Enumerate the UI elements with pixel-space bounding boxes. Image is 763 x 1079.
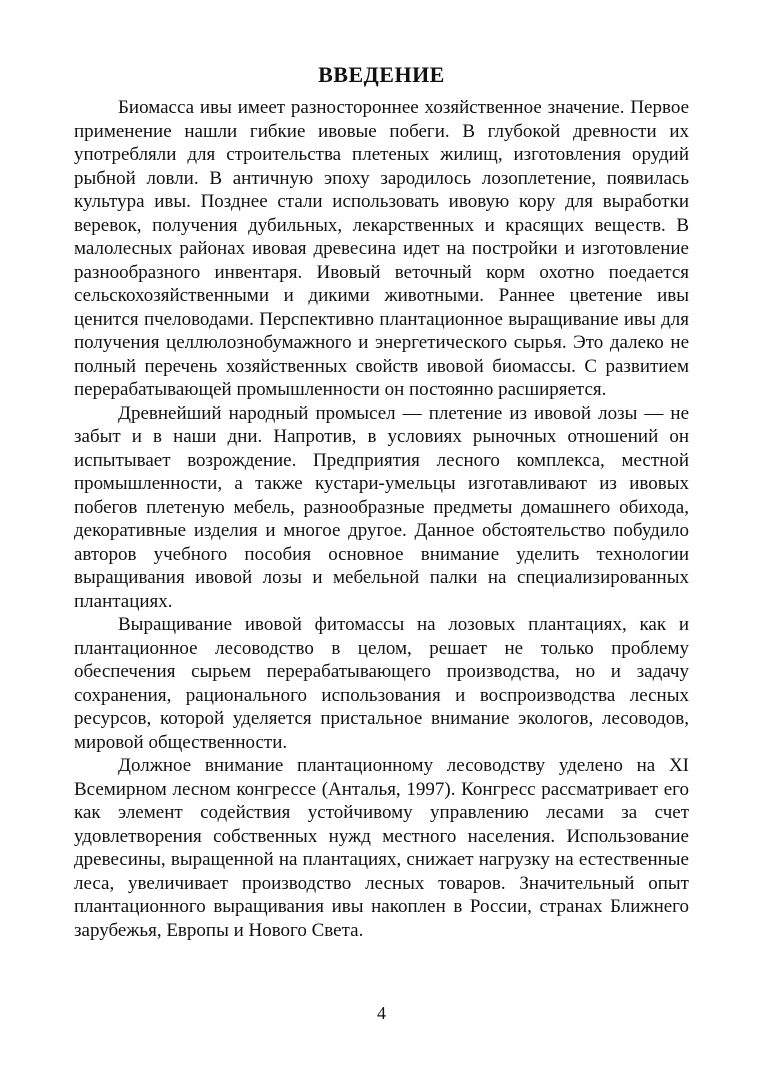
page-title: ВВЕДЕНИЕ <box>318 62 445 87</box>
paragraph-2: Древнейший народный промысел — плетение из ивовой лозы — не забыт и в наши дни. Напротив, в условиях рыночных отношений он испытывает возрождение. Предприятия лесного комплекса, местной промышленности, а также кустари-умельцы изготавливают из ивовых побегов плетеную мебель, разнообразные предметы домашнего обихода, декоративные изделия и многое другое. Данное обстоятельство побудило авторов учебного пособия основное внимание уделить технологии выращивания ивовой лозы и мебельной палки на специализированных плантациях. <box>74 402 689 612</box>
page-number: 4 <box>377 1003 386 1023</box>
paragraph-3: Выращивание ивовой фитомассы на лозовых плантациях, как и плантационное лесоводство в целом, решает не только проблему обеспечения сырьем перерабатывающего производства, но и задачу сохранения, рационального использования и воспроизводства лесных ресурсов, которой уделяется пристальное внимание экологов, лесоводов, мировой общественности. <box>74 614 689 753</box>
paragraph-4: Должное внимание плантационному лесоводству уделено на XI Всемирном лесном конгрессе (Анталья, 1997). Конгресс рассматривает его как элемент содействия устойчивому управлению лесами за счет удовлетворения собственных нужд местного населения. Использование древесины, выращенной на плантациях, снижает нагрузку на естественные леса, увеличивает производство лесных товаров. Значительный опыт плантационного выращивания ивы накоплен в России, странах Ближнего зарубежья, Европы и Нового Света. <box>74 755 689 941</box>
document-page <box>74 60 689 942</box>
paragraph-1: Биомасса ивы имеет разностороннее хозяйственное значение. Первое применение нашли гибкие ивовые побеги. В глубокой древности их употребляли для строительства плетеных жилищ, изготовления орудий рыбной ловли. В античную эпоху зародилось лозоплетение, появилась культура ивы. Позднее стали использовать ивовую кору для выработки веревок, получения дубильных, лекарственных и красящих веществ. В малолесных районах ивовая древесина идет на постройки и изготовление разнообразного инвентаря. Ивовый веточный корм охотно поедается сельскохозяйственными и дикими животными. Раннее цветение ивы ценится пчеловодами. Перспективно плантационное выращивание ивы для получения целлюлознобумажного и энергетического сырья. Это далеко не полный перечень хозяйственных свойств ивовой биомассы. С развитием перерабатывающей промышленности он постоянно расширяется. <box>74 97 689 400</box>
